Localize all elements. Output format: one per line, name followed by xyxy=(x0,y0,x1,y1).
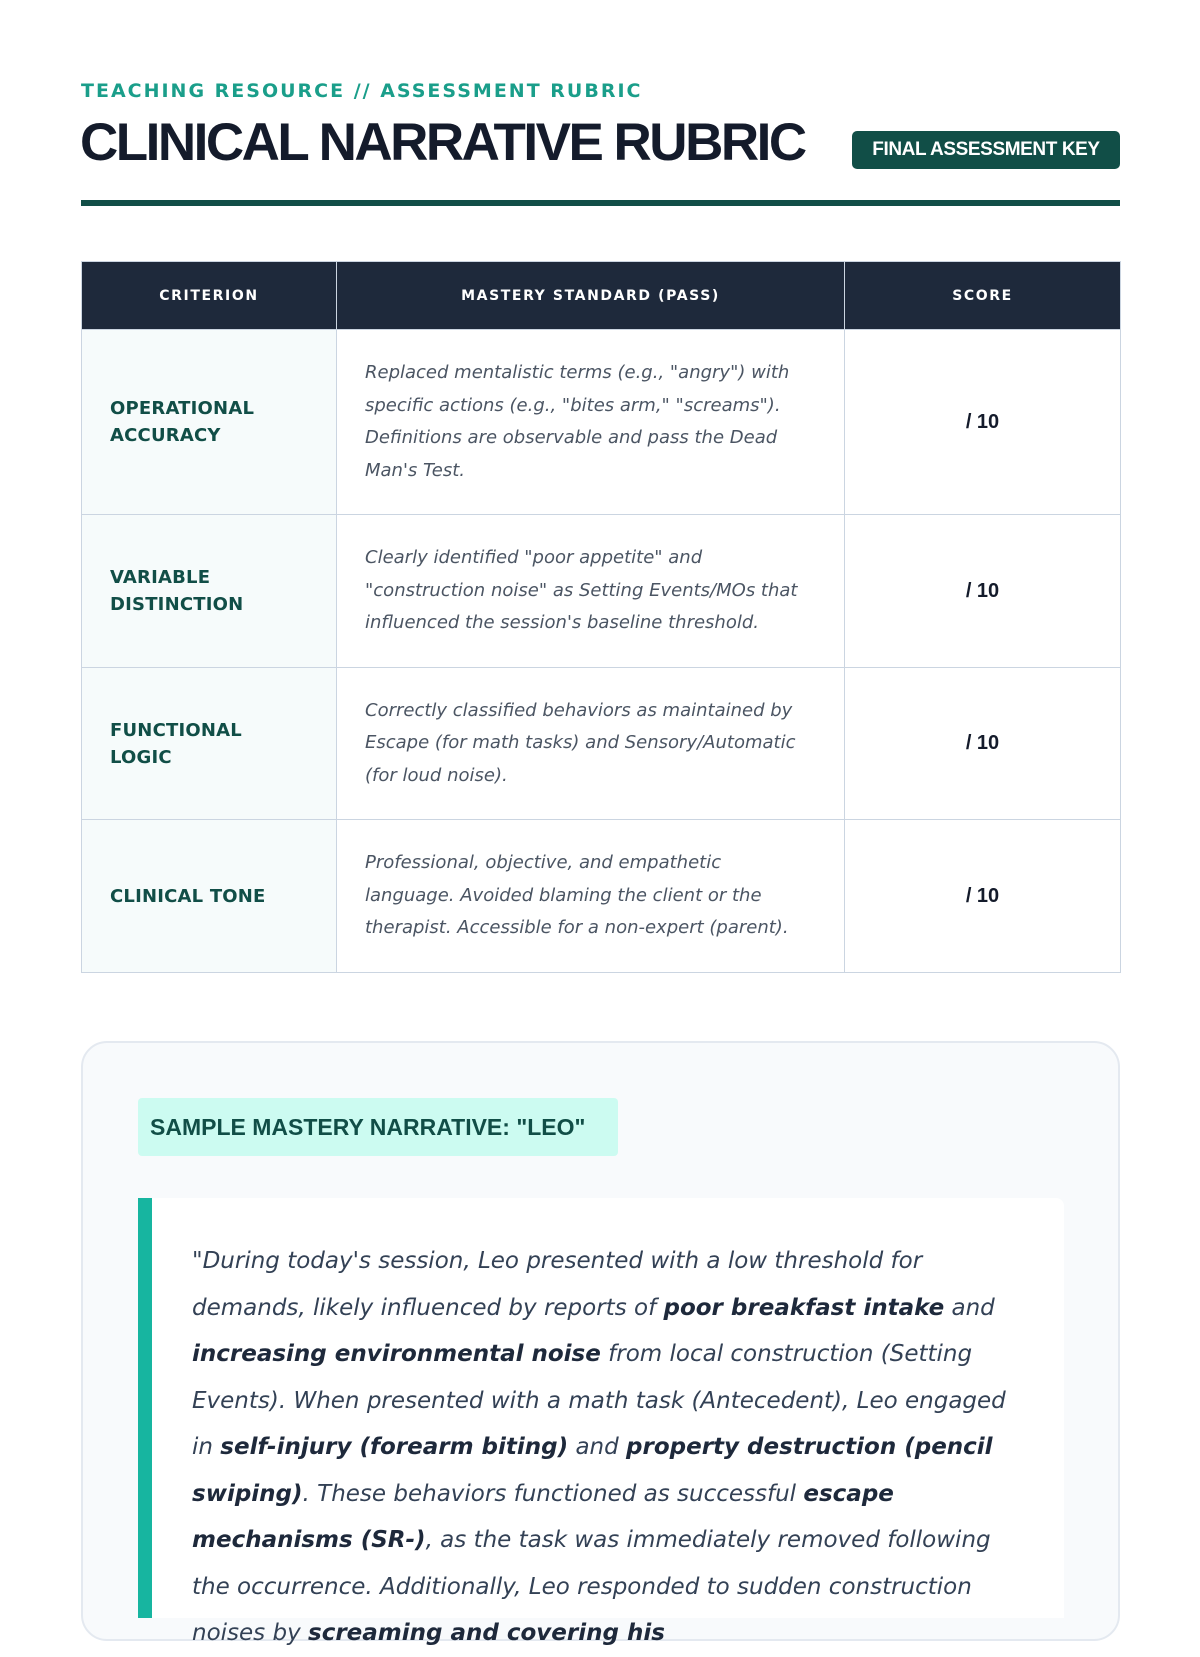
narrative-emphasis: screaming and covering his xyxy=(308,1620,665,1646)
narrative-emphasis: self-injury (forearm biting) xyxy=(220,1434,569,1460)
criterion-cell: OPERATIONAL ACCURACY xyxy=(82,330,337,515)
narrative-text-run: "During today's session, Leo presented with a low threshold for demands, likely influenced by reports of xyxy=(192,1248,923,1321)
table-row xyxy=(82,515,1121,668)
narrative-emphasis: property destruction (pencil swiping) xyxy=(192,1434,993,1507)
column-header-standard: MASTERY STANDARD (PASS) xyxy=(337,262,845,330)
column-header-criterion: CRITERION xyxy=(82,262,337,330)
criterion-cell: CLINICAL TONE xyxy=(82,820,337,973)
title-divider xyxy=(81,200,1120,206)
narrative-text-run: , as the task was immediately removed following the occurrence. Additionally, Leo responded to sudden construction noises by xyxy=(192,1527,991,1646)
criterion-cell: VARIABLE DISTINCTION xyxy=(82,515,337,668)
score-cell: / 10 xyxy=(845,668,1121,820)
score-cell: / 10 xyxy=(845,820,1121,973)
eyebrow-label: TEACHING RESOURCE // ASSESSMENT RUBRIC xyxy=(81,80,643,102)
narrative-text-run: from local construction (Setting Events). When presented with a math task (Antecedent), Leo engaged in xyxy=(192,1341,1006,1460)
sample-narrative-label: SAMPLE MASTERY NARRATIVE: "LEO" xyxy=(138,1098,618,1156)
criterion-cell: FUNCTIONAL LOGIC xyxy=(82,668,337,820)
assessment-badge: FINAL ASSESSMENT KEY xyxy=(852,131,1120,169)
narrative-text-run: . These behaviors functioned as successful xyxy=(302,1480,804,1507)
page-title: CLINICAL NARRATIVE RUBRIC xyxy=(80,113,805,172)
narrative-quote-text xyxy=(192,1238,1032,1657)
table-header-row xyxy=(82,262,1121,330)
narrative-emphasis: increasing environmental noise xyxy=(192,1341,601,1367)
standard-cell: Replaced mentalistic terms (e.g., "angry") with specific actions (e.g., "bites arm," "screams"). Definitions are observable and pass the Dead Man's Test. xyxy=(337,330,845,515)
standard-cell: Professional, objective, and empathetic language. Avoided blaming the client or the therapist. Accessible for a non-expert (parent). xyxy=(337,820,845,973)
narrative-text-run: and xyxy=(944,1294,995,1321)
rubric-table xyxy=(81,261,1121,973)
narrative-emphasis: poor breakfast intake xyxy=(663,1294,945,1321)
standard-cell: Correctly classified behaviors as maintained by Escape (for math tasks) and Sensory/Automatic (for loud noise). xyxy=(337,668,845,820)
score-cell: / 10 xyxy=(845,515,1121,668)
narrative-text-run: and xyxy=(568,1434,627,1460)
column-header-score: SCORE xyxy=(845,262,1121,330)
table-row xyxy=(82,668,1121,820)
standard-cell: Clearly identified "poor appetite" and "construction noise" as Setting Events/MOs that influenced the session's baseline threshold. xyxy=(337,515,845,668)
narrative-emphasis: escape mechanisms (SR-) xyxy=(192,1480,894,1553)
table-row xyxy=(82,330,1121,515)
score-cell: / 10 xyxy=(845,330,1121,515)
table-row xyxy=(82,820,1121,973)
